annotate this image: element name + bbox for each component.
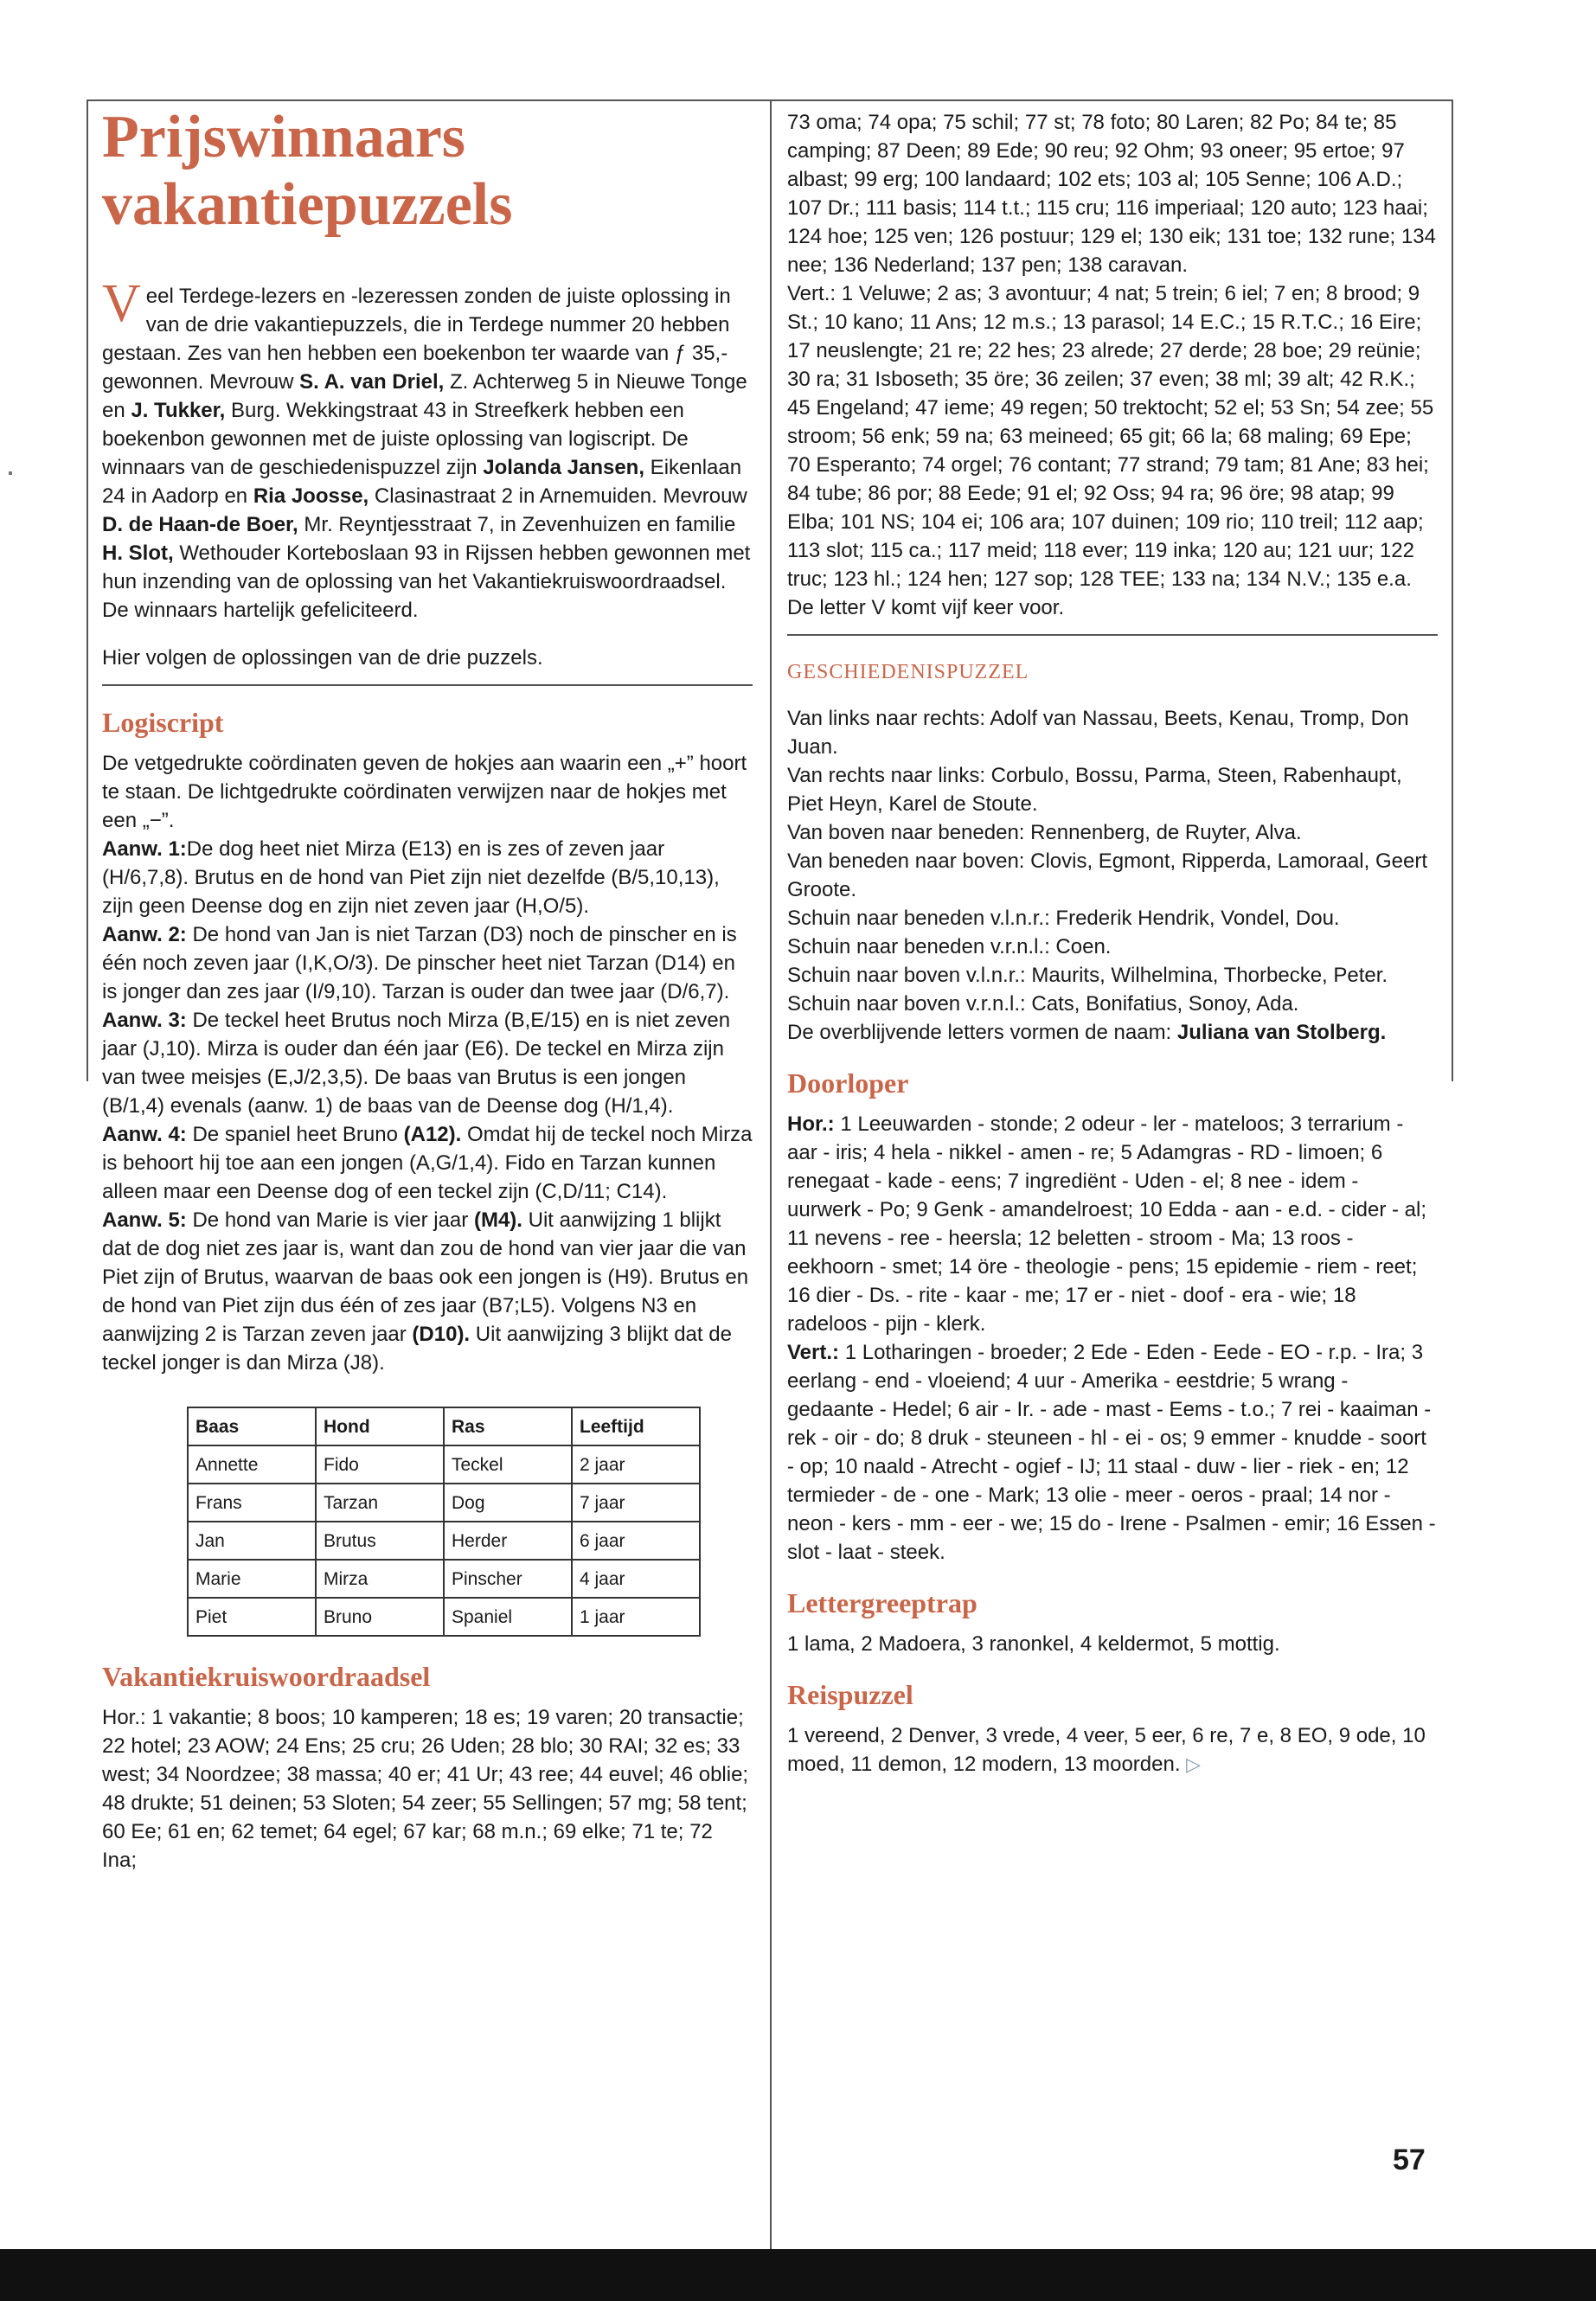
intro-paragraph: Veel Terdege-lezers en -lezeressen zonden de juiste oplossing in van de drie vakantiepuzzels, die in Terdege nummer 20 hebben gestaan. Zes van hen hebben een boekenbon ter waarde van ƒ 35,- gewonnen. Mevrouw S. A. van Driel, Z. Achterweg 5 in Nieuwe Tonge en J. Tukker, Burg. Wekkingstraat 43 in Streefkerk hebben een boekenbon gewonnen met de juiste oplossing van logiscript. De winnaars van de geschiedenispuzzel zijn Jolanda Jansen, Eikenlaan 24 in Aadorp en Ria Joosse, Clasinastraat 2 in Arnemuiden. Mevrouw D. de Haan-de Boer, Mr. Reyntjesstraat 7, in Zevenhuizen en familie H. Slot, Wethouder Korteboslaan 93 in Rijssen hebben gewonnen met hun inzending van de oplossing van het Vakantiekruiswoordraadsel. De winnaars hartelijk gefeliciteerd. [102, 274, 751, 622]
solution-table [187, 1407, 701, 1637]
table-cell: 4 jaar [572, 1560, 700, 1598]
column-divider [770, 99, 772, 2262]
right-column [787, 108, 1438, 1779]
lettergreeptrap-text: 1 lama, 2 Madoera, 3 ranonkel, 4 keldermot, 5 mottig. [787, 1632, 1280, 1656]
geschiedenis-line: Van beneden naar boven: Clovis, Egmont, Ripperda, Lamoraal, Geert Groote. [787, 849, 1427, 901]
table-cell: 1 jaar [572, 1598, 700, 1636]
table-cell: Fido [316, 1445, 444, 1484]
logiscript-heading: Logiscript [102, 707, 224, 738]
geschiedenis-line: Schuin naar beneden v.r.n.l.: Coen. [787, 935, 1112, 958]
table-cell: Dog [444, 1484, 572, 1522]
table-cell: Mirza [316, 1560, 444, 1598]
table-header: Baas [188, 1407, 316, 1445]
aanwijzing-3: Aanw. 3: De teckel heet Brutus noch Mirza (B,E/15) en is niet zeven jaar (J,10). Mirza is ouder dan één jaar (E6). De teckel en Mirza zijn van twee meisjes (E,J/2,3,5). De baas van Brutus is een jongen (B/1,4) evenals (aanw. 1) de baas van de Deense dog (H/1,4). [102, 1009, 731, 1118]
aanwijzing-2: Aanw. 2: De hond van Jan is niet Tarzan (D3) noch de pinscher en is één noch zeven jaar (I,K,O/3). De pinscher heet niet Tarzan (D14) en is jonger dan zes jaar (I/9,10). Tarzan is ouder dan twee jaar (D/6,7). [102, 923, 737, 1003]
table-cell: 6 jaar [572, 1522, 700, 1560]
header-frame-right [1452, 99, 1453, 1081]
scan-mark [9, 471, 12, 475]
table-cell: Tarzan [316, 1484, 444, 1522]
geschiedenis-final: De overblijvende letters vormen de naam: Juliana van Stolberg. [787, 1021, 1387, 1044]
table-row [188, 1560, 700, 1598]
page-number: 57 [1393, 2144, 1426, 2176]
left-column [102, 104, 753, 1875]
doorloper-vert: Vert.: 1 Lotharingen - broeder; 2 Ede - Eden - Eede - EO - r.p. - Ira; 3 eerlang - end - vloeiend; 4 uur - Amerika - eestdrie; 5 wrang - gedaante - Hedel; 6 air - Ir. - ade - mast - Eems - t.o.; 7 rei - kaaiman - rek - oir - do; 8 druk - steuneen - hl - ei - os; 9 emmer - knudde - soort - op; 10 naald - Atrecht - ogief - IJ; 11 staal - duw - lier - riek - en; 12 termieder - de - one - Mark; 13 olie - meer - oeros - praal; 14 nor - neon - kers - mm - eer - we; 15 do - Irene - Psalmen - emir; 16 Essen - slot - laat - steek. [787, 1341, 1436, 1564]
bottom-scan-bar [0, 2249, 1596, 2301]
logiscript-intro: De vetgedrukte coördinaten geven de hokjes aan waarin een „+” hoort te staan. De lichtgedrukte coördinaten verwijzen naar de hokjes met een „−”. [102, 752, 747, 832]
doorloper-heading: Doorloper [787, 1067, 909, 1099]
table-cell: Piet [188, 1598, 316, 1636]
intro-followup: Hier volgen de oplossingen van de drie puzzels. [102, 646, 543, 670]
table-cell: Brutus [316, 1522, 444, 1560]
section-rule [787, 634, 1438, 636]
geschiedenis-line: Schuin naar beneden v.l.n.r.: Frederik Hendrik, Vondel, Dou. [787, 907, 1340, 930]
aanwijzing-5: Aanw. 5: De hond van Marie is vier jaar (M4). Uit aanwijzing 1 blijkt dat de dog niet zes jaar is, want dan zou de hond van vier jaar die van Piet zijn of Brutus, waarvan de baas ook een jongen is (H9). Brutus en de hond van Piet zijn dus één of zes jaar (B7;L5). Volgens N3 en aanwijzing 2 is Tarzan zeven jaar (D10). Uit aanwijzing 3 blijkt dat de teckel jonger is dan Mirza (J8). [102, 1208, 749, 1375]
table-cell: Jan [188, 1522, 316, 1560]
geschiedenis-line: Schuin naar boven v.l.n.r.: Maurits, Wilhelmina, Thorbecke, Peter. [787, 964, 1388, 987]
geschiedenis-line: Schuin naar boven v.r.n.l.: Cats, Bonifatius, Sonoy, Ada. [787, 992, 1299, 1016]
table-cell: Teckel [444, 1445, 572, 1484]
table-cell: Bruno [316, 1598, 444, 1636]
doorloper-hor: Hor.: 1 Leeuwarden - stonde; 2 odeur - ler - mateloos; 3 terrarium - aar - iris; 4 hela - nikkel - amen - re; 5 Adamgras - RD - limoen; 6 renegaat - kade - eens; 7 ingrediënt - Uden - el; 8 nee - idem - uurwerk - Po; 9 Genk - amandelroest; 10 Edda - aan - e.d. - cider - al; 11 nevens - ree - heersla; 12 beletten - stroom - Ma; 13 roos - eekhoorn - smet; 14 öre - theologie - pens; 15 epidemie - riem - reet; 16 dier - Ds. - rite - kaar - me; 17 er - niet - doof - era - wie; 18 radeloos - pijn - klerk. [787, 1112, 1427, 1336]
geschiedenis-heading: GESCHIEDENISPUZZEL [787, 661, 1029, 683]
geschiedenis-line: Van rechts naar links: Corbulo, Bossu, Parma, Steen, Rabenhaupt, Piet Heyn, Karel de Stoute. [787, 764, 1402, 816]
table-cell: Pinscher [444, 1560, 572, 1598]
table-cell: Herder [444, 1522, 572, 1560]
kruiswoord-letter-note: De letter V komt vijf keer voor. [787, 596, 1065, 619]
table-cell: Marie [188, 1560, 316, 1598]
table-header: Hond [316, 1407, 444, 1445]
aanwijzing-1: Aanw. 1:De dog heet niet Mirza (E13) en is zes of zeven jaar (H/6,7,8). Brutus en de hond van Piet zijn niet dezelfde (B/5,10,13), zijn geen Deense dog en zijn niet zeven jaar (H,O/5). [102, 837, 720, 918]
table-cell: 7 jaar [572, 1484, 700, 1522]
kruiswoord-hor: Hor.: 1 vakantie; 8 boos; 10 kamperen; 18 es; 19 varen; 20 transactie; 22 hotel; 23 AOW; 24 Ens; 25 cru; 26 Uden; 28 blo; 30 RAI; 32 es; 33 west; 34 Noordzee; 38 massa; 40 er; 41 Ur; 43 ree; 44 euvel; 46 oblie; 48 drukte; 51 deinen; 53 Sloten; 54 zeer; 55 Sellingen; 57 mg; 58 tent; 60 Ee; 61 en; 62 temet; 64 egel; 67 kar; 68 m.n.; 69 elke; 71 te; 72 Ina; [102, 1706, 749, 1872]
table-row [188, 1522, 700, 1560]
table-header-row [188, 1407, 700, 1445]
table-cell: Frans [188, 1484, 316, 1522]
kruiswoord-vert: Vert.: 1 Veluwe; 2 as; 3 avontuur; 4 nat; 5 trein; 6 iel; 7 en; 8 brood; 9 St.; 10 kano; 11 Ans; 12 m.s.; 13 parasol; 14 E.C.; 15 R.T.C.; 16 Eire; 17 neuslengte; 21 re; 22 hes; 23 alrede; 27 derde; 28 boe; 29 reünie; 30 ra; 31 Isboseth; 35 öre; 36 zeilen; 37 even; 38 ml; 39 alt; 42 R.K.; 45 Engeland; 47 ieme; 49 regen; 50 trektocht; 52 el; 53 Sn; 54 zee; 55 stroom; 56 enk; 59 na; 63 meineed; 65 git; 66 la; 68 maling; 69 Epe; 70 Esperanto; 74 orgel; 76 contant; 77 strand; 79 tam; 81 Ane; 83 hei; 84 tube; 86 por; 88 Eede; 91 el; 92 Oss; 94 ra; 96 öre; 98 atap; 99 Elba; 101 NS; 104 ei; 106 ara; 107 duinen; 109 rio; 110 treil; 112 aap; 113 slot; 115 ca.; 117 meid; 118 ever; 119 inka; 120 au; 121 uur; 122 truc; 123 hl.; 124 hen; 127 sop; 128 TEE; 133 na; 134 N.V.; 135 e.a. [787, 282, 1434, 591]
kruiswoord-hor-continued: 73 oma; 74 opa; 75 schil; 77 st; 78 foto; 80 Laren; 82 Po; 84 te; 85 camping; 87 Deen; 89 Ede; 90 reu; 92 Ohm; 93 oneer; 95 ertoe; 97 albast; 99 erg; 100 landaard; 102 ets; 103 al; 105 Senne; 106 A.D.; 107 Dr.; 111 basis; 114 t.t.; 115 cru; 116 imperiaal; 120 auto; 123 haai; 124 hoe; 125 ven; 126 postuur; 129 el; 130 eik; 131 toe; 132 rune; 134 nee; 136 Nederland; 137 pen; 138 caravan. [787, 111, 1436, 277]
section-rule [102, 684, 753, 686]
aanwijzing-4: Aanw. 4: De spaniel heet Bruno (A12). Omdat hij de teckel noch Mirza is behoort hij toe aan een jongen (A,G/1,4). Fido en Tarzan kunnen alleen maar een Deense dog of een teckel zijn (C,D/11; C14). [102, 1123, 753, 1203]
reispuzzel-text: 1 vereend, 2 Denver, 3 vrede, 4 veer, 5 eer, 6 re, 7 e, 8 EO, 9 ode, 10 moed, 11 demon, 12 modern, 13 moorden. ▷ [787, 1724, 1426, 1776]
table-cell: 2 jaar [572, 1445, 700, 1484]
table-row [188, 1445, 700, 1484]
continue-arrow-icon: ▷ [1186, 1753, 1202, 1775]
reispuzzel-heading: Reispuzzel [787, 1679, 913, 1710]
kruiswoord-heading: Vakantiekruiswoordraadsel [102, 1661, 431, 1692]
table-header: Ras [444, 1407, 572, 1445]
page-title: Prijswinnaars vakantiepuzzels [102, 104, 513, 238]
drop-cap: V [102, 274, 141, 333]
table-cell: Spaniel [444, 1598, 572, 1636]
table-cell: Annette [188, 1445, 316, 1484]
table-header: Leeftijd [572, 1407, 700, 1445]
table-row [188, 1484, 700, 1522]
geschiedenis-line: Van boven naar beneden: Rennenberg, de Ruyter, Alva. [787, 821, 1302, 844]
lettergreeptrap-heading: Lettergreeptrap [787, 1587, 977, 1618]
table-row [188, 1598, 700, 1636]
geschiedenis-line: Van links naar rechts: Adolf van Nassau, Beets, Kenau, Tromp, Don Juan. [787, 707, 1409, 759]
